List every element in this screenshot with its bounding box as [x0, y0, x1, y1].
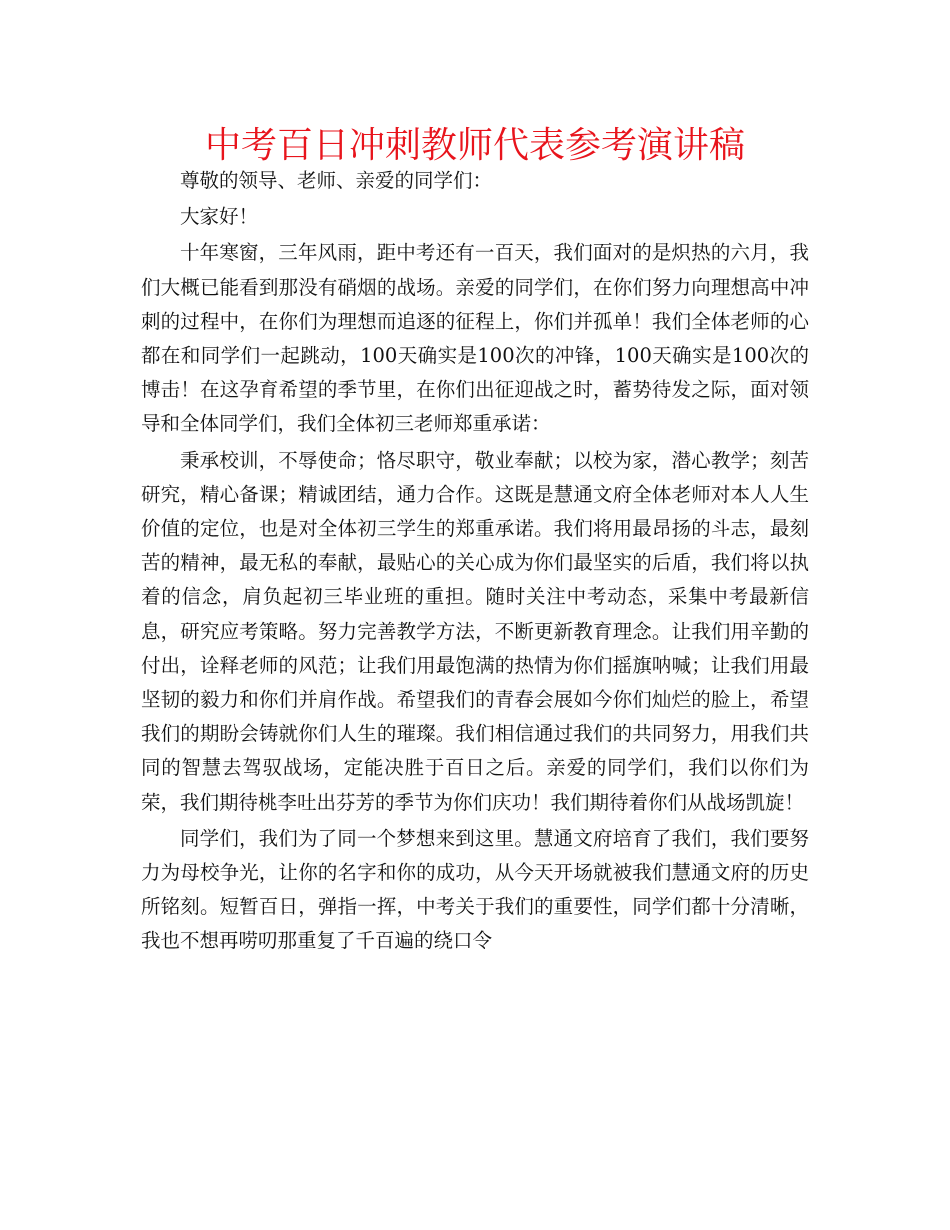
document-body	[141, 164, 809, 961]
document-title: 中考百日冲刺教师代表参考演讲稿	[204, 125, 745, 166]
salutation: 尊敬的领导、老师、亲爱的同学们：	[180, 169, 493, 192]
greeting: 大家好！	[180, 205, 259, 229]
paragraph-3: 同学们，我们为了同一个梦想来到这里。慧通文府培育了我们，我们要努力为母校争光，让你的名字和你的成功，从今天开场就被我们慧通文府的历史所铭刻。短暂百日，弹指一挥，中考关于我们的重要性，同学们都十分清晰，我也不想再唠叨那重复了千百遍的绕口令	[141, 826, 809, 953]
paragraph-2: 秉承校训，不辱使命；恪尽职守，敬业奉献；以校为家，潜心教学；刻苦研究，精心备课；精诚团结，通力合作。这既是慧通文府全体老师对本人人生价值的定位，也是对全体初三学生的郑重承诺。我们将用最昂扬的斗志，最刻苦的精神，最无私的奉献，最贴心的关心成为你们最坚实的后盾，我们将以执着的信念，肩负起初三毕业班的重担。随时关注中考动态，采集中考最新信息，研究应考策略。努力完善教学方法，不断更新教育理念。让我们用辛勤的付出，诠释老师的风范；让我们用最饱满的热情为你们摇旗呐喊；让我们用最坚韧的毅力和你们并肩作战。希望我们的青春会展如今你们灿烂的脸上，希望我们的期盼会铸就你们人生的璀璨。我们相信通过我们的共同努力，用我们共同的智慧去驾驭战场，定能决胜于百日之后。亲爱的同学们，我们以你们为荣，我们期待桃李吐出芬芳的季节为你们庆功！我们期待着你们从战场凯旋！	[141, 448, 809, 814]
paragraph-1: 十年寒窗，三年风雨，距中考还有一百天，我们面对的是炽热的六月，我们大概已能看到那没有硝烟的战场。亲爱的同学们，在你们努力向理想高中冲刺的过程中，在你们为理想而追逐的征程上，你们并孤单！我们全体老师的心都在和同学们一起跳动，100天确实是100次的冲锋，100天确实是100次的博击！在这孕育希望的季节里，在你们出征迎战之时，蓄势待发之际，面对领导和全体同学们，我们全体初三老师郑重承诺：	[141, 241, 809, 436]
